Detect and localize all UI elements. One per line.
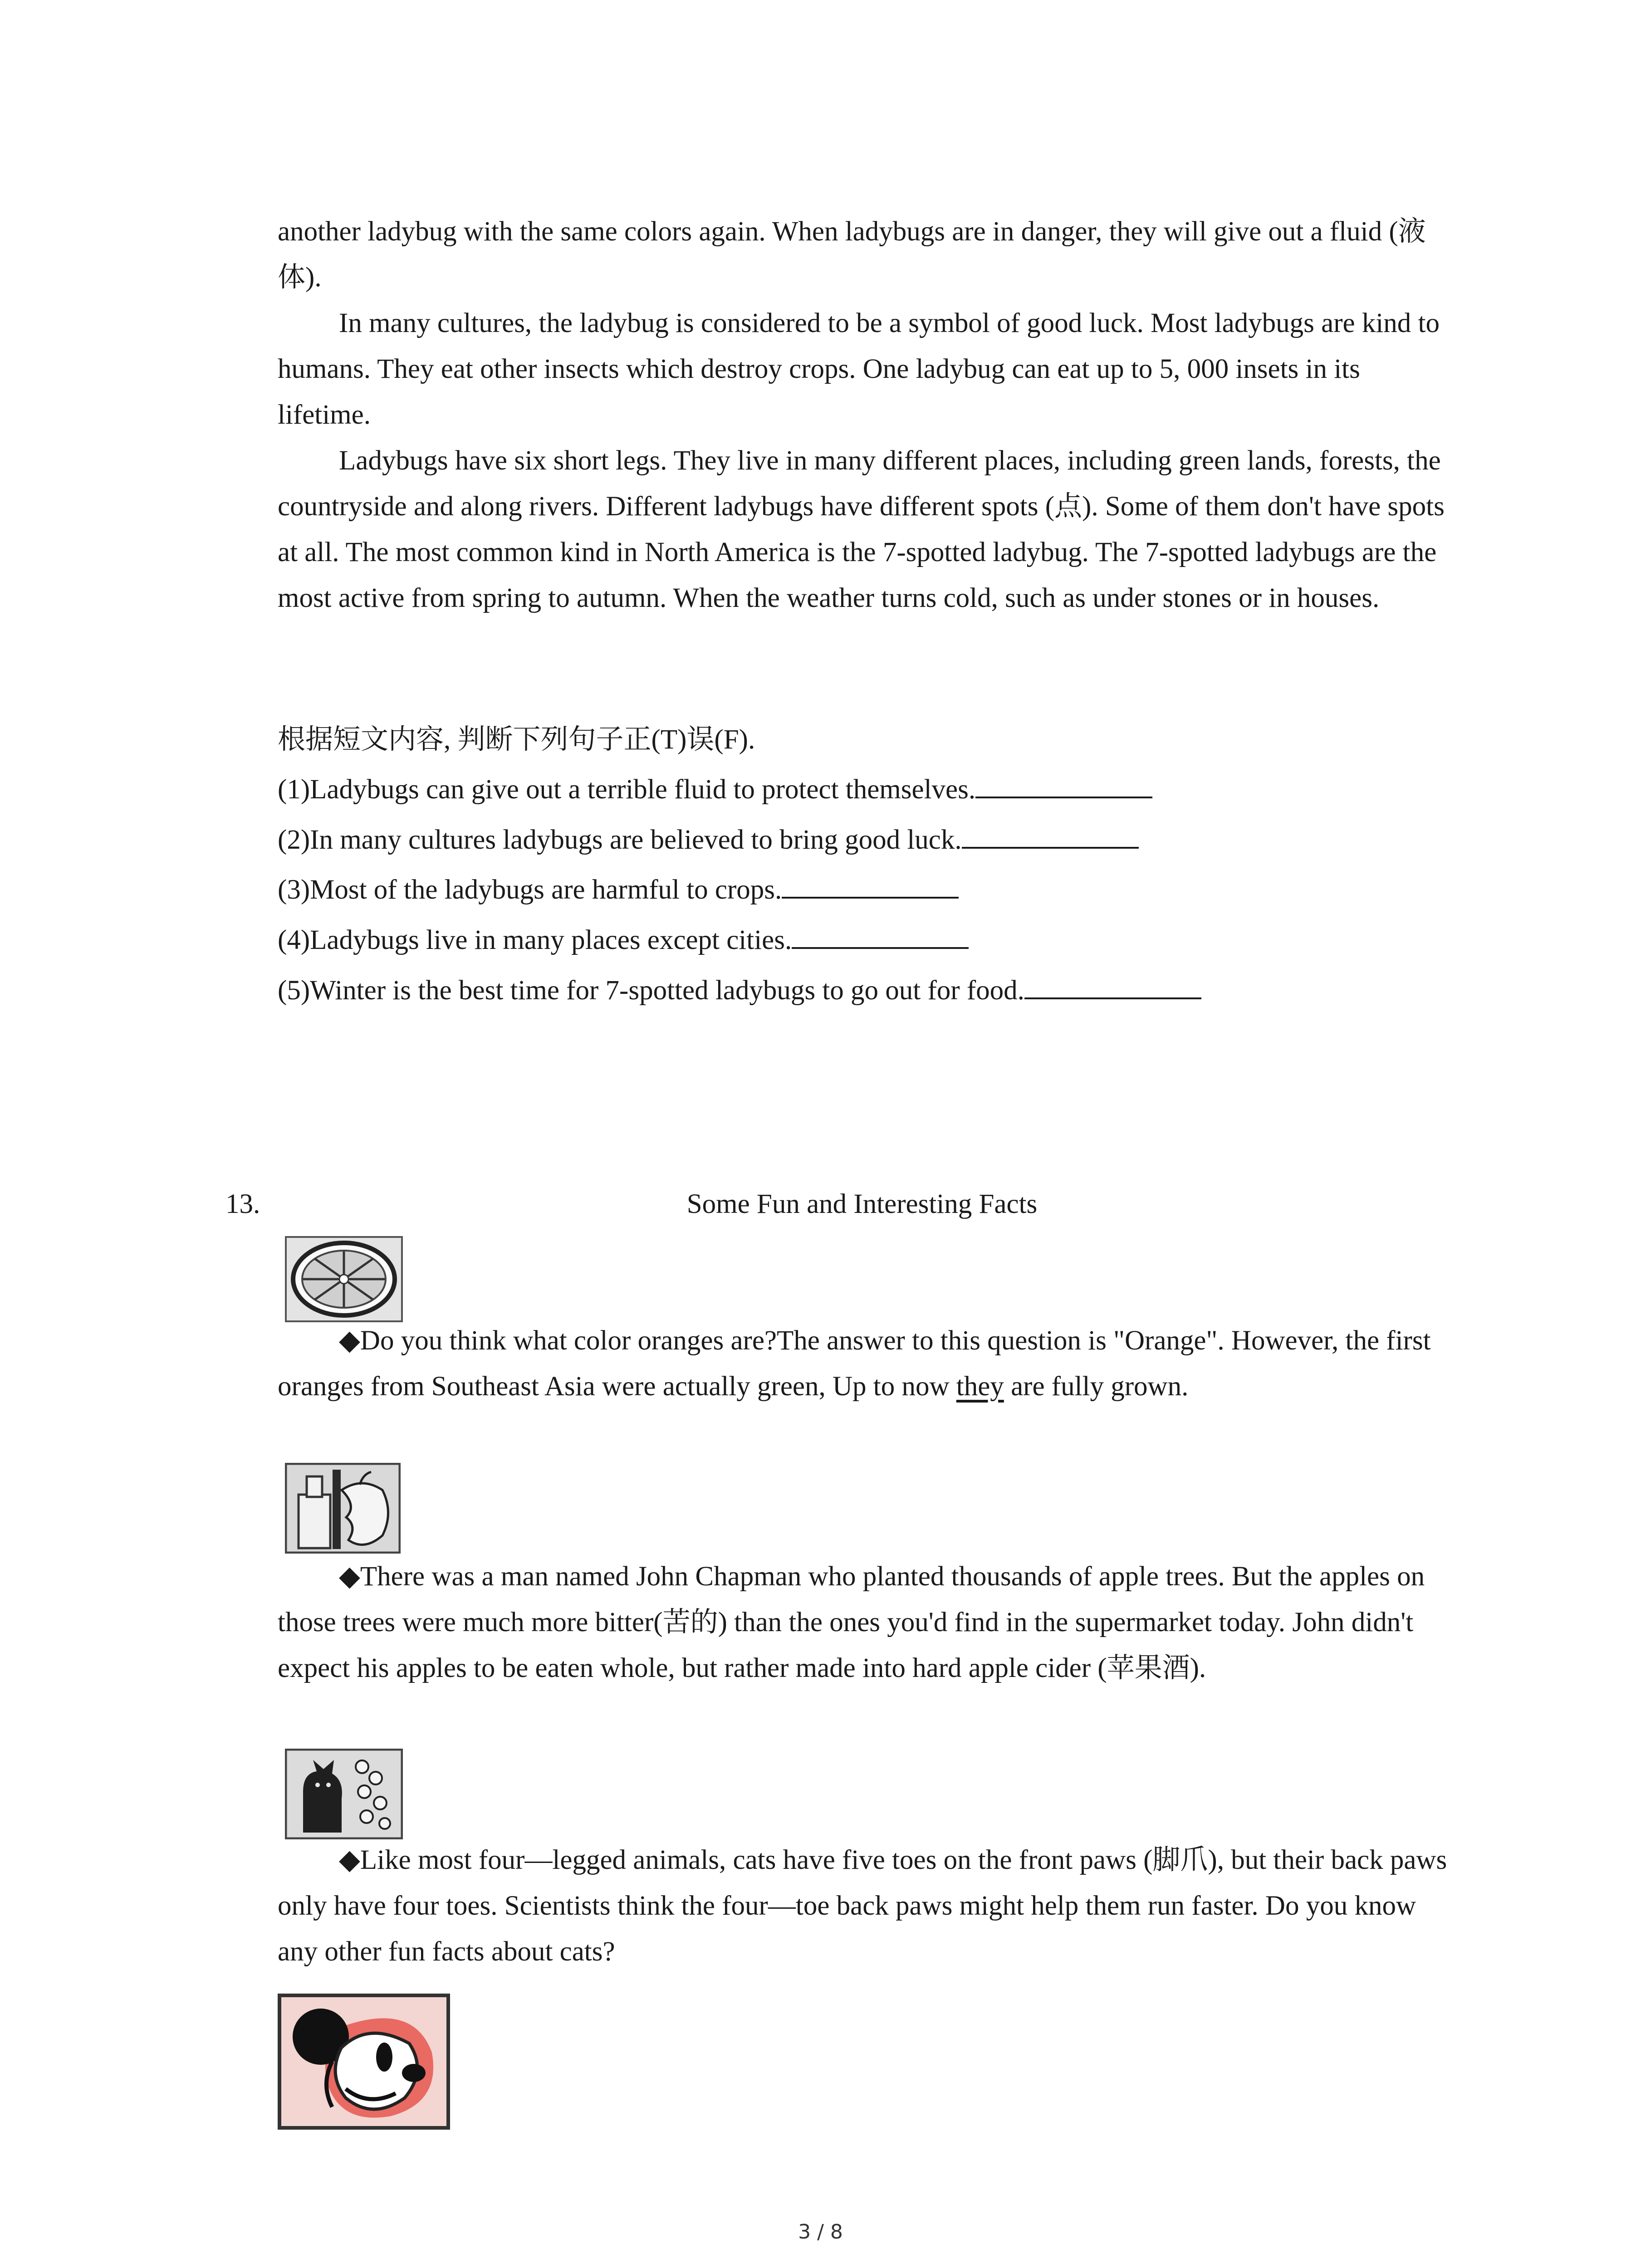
fact-cats	[278, 1837, 1453, 1975]
apple-bottle-image	[285, 1463, 401, 1554]
question-item-4	[278, 915, 969, 965]
fact-apples	[278, 1554, 1453, 1691]
question-text: (2)In many cultures ladybugs are believed to bring good luck.	[278, 825, 962, 855]
question-text: (3)Most of the ladybugs are harmful to crops.	[278, 875, 782, 905]
fact-cats-text: ◆Like most four—legged animals, cats have five toes on the front paws (脚爪), but their back paws only have four toes. Scientists think the four—toe back paws might help them run faster. Do you know any other fun facts about cats?	[278, 1845, 1447, 1967]
section-title: Some Fun and Interesting Facts	[686, 1189, 1038, 1219]
question-instruction: 根据短文内容, 判断下列句子正(T)误(F).	[278, 724, 755, 755]
fact-oranges-text: ◆Do you think what color oranges are?The answer to this question is "Orange". However, the first oranges from Southeast Asia were actually green, Up to now they are fully grown.	[278, 1325, 1431, 1402]
question-text: (1)Ladybugs can give out a terrible fluid to protect themselves.	[278, 774, 976, 805]
question-item-5	[278, 965, 1201, 1016]
orange-slice-image	[285, 1236, 403, 1322]
page-number: 3 / 8	[798, 2220, 843, 2244]
passage	[278, 209, 1453, 621]
answer-blank-3[interactable]	[782, 870, 959, 899]
question-text: (4)Ladybugs live in many places except cities.	[278, 925, 792, 955]
question-item-3	[278, 865, 959, 915]
cat-image	[285, 1749, 403, 1839]
question-item-2	[278, 815, 1139, 865]
question-number: 13.	[225, 1189, 260, 1219]
passage-paragraph-3: Ladybugs have six short legs. They live in many different places, including green lands, forests, the countryside and along rivers. Different ladybugs have different spots (点). Some of them don't have spots at all. The most common kind in North America is the 7-spotted ladybug. The 7-spotted ladybugs are the most active from spring to autumn. When the weather turns cold, such as under stones or in houses.	[278, 445, 1445, 613]
answer-blank-4[interactable]	[792, 921, 969, 949]
cartoon-mouse-image	[278, 1994, 450, 2130]
passage-paragraph-2: In many cultures, the ladybug is considered to be a symbol of good luck. Most ladybugs are kind to humans. They eat other insects which destroy crops. One ladybug can eat up to 5, 000 insets in its lifetime.	[278, 308, 1440, 430]
fact-oranges	[278, 1318, 1453, 1409]
answer-blank-1[interactable]	[975, 770, 1152, 798]
passage-paragraph-1: another ladybug with the same colors again. When ladybugs are in danger, they will give out a fluid (液体).	[278, 216, 1426, 293]
question-text: (5)Winter is the best time for 7-spotted ladybugs to go out for food.	[278, 975, 1024, 1006]
underlined-word: they	[956, 1371, 1004, 1402]
question-item-1	[278, 764, 1152, 815]
answer-blank-2[interactable]	[962, 821, 1139, 849]
fact-apples-text: ◆There was a man named John Chapman who planted thousands of apple trees. But the apples on those trees were much more bitter(苦的) than the ones you'd find in the supermarket today. John didn't expect his apples to be eaten whole, but rather made into hard apple cider (苹果酒).	[278, 1561, 1425, 1683]
answer-blank-5[interactable]	[1024, 971, 1201, 999]
